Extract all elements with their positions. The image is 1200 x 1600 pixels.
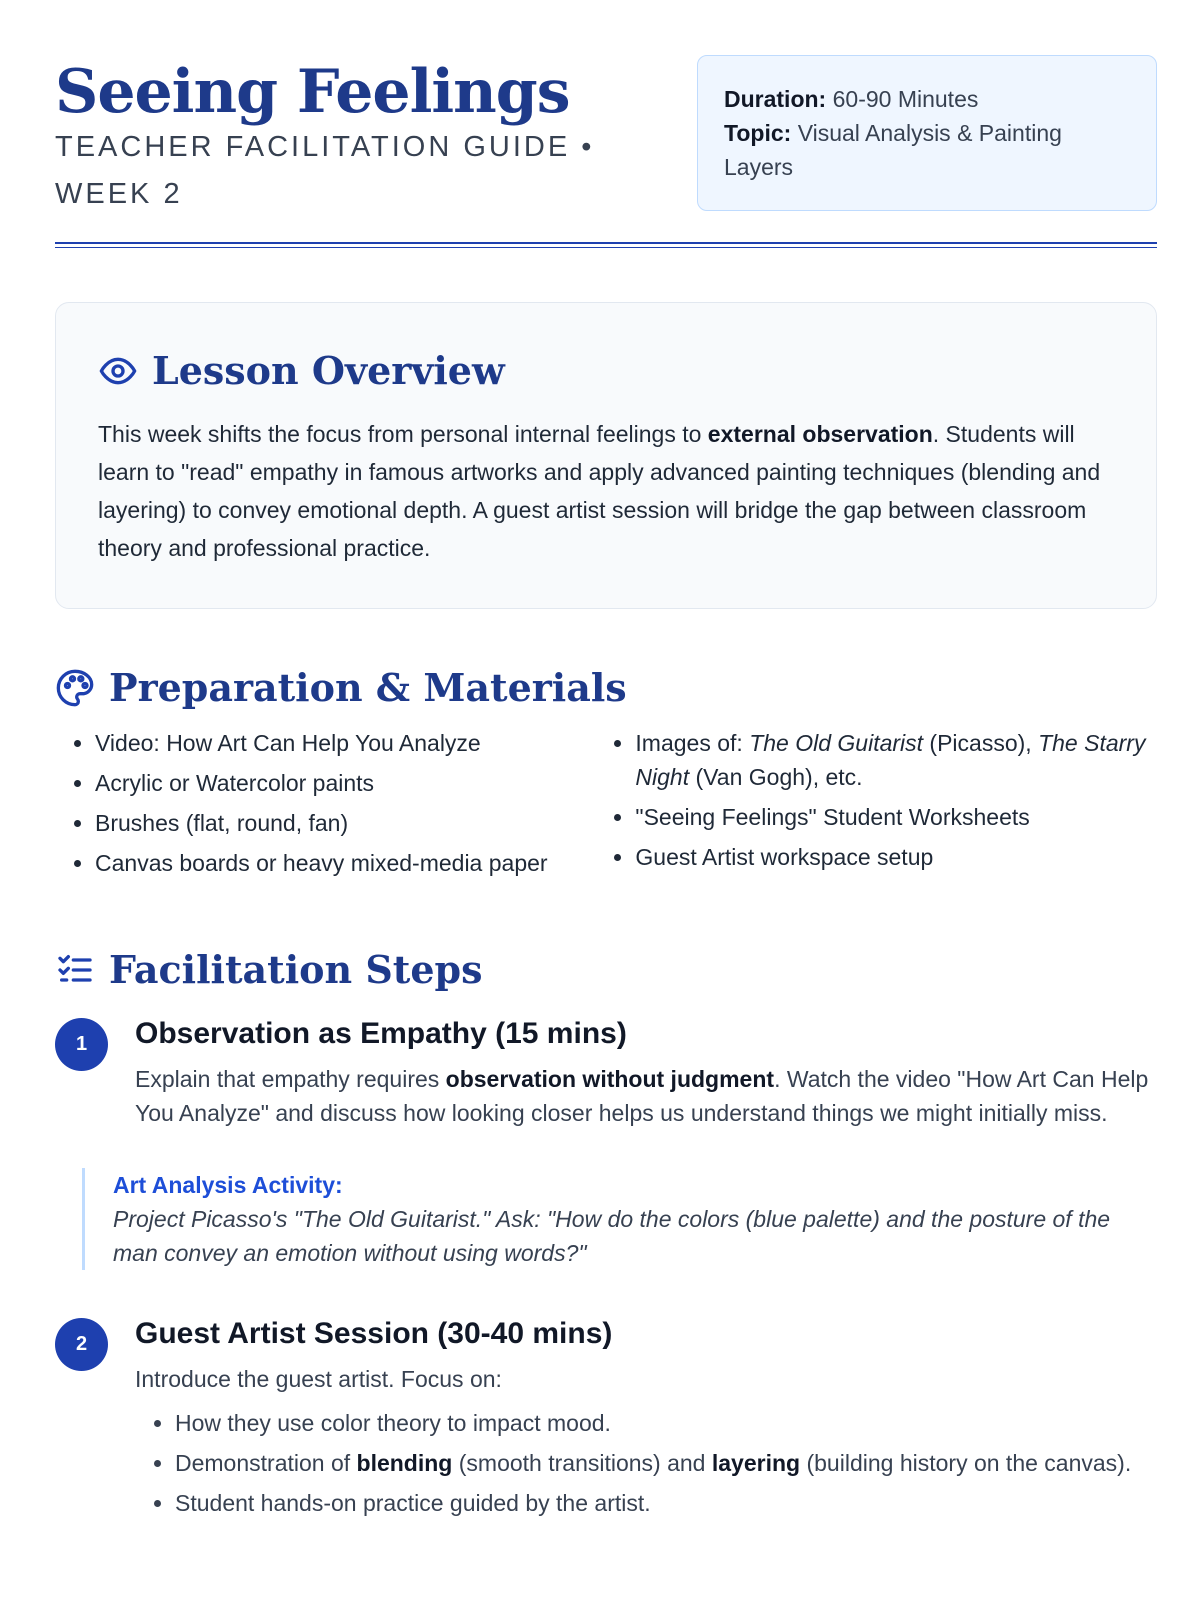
topic-value: Visual Analysis & Painting Layers xyxy=(724,120,1062,180)
lesson-overview-header xyxy=(98,347,1114,395)
lesson-overview-title: Lesson Overview xyxy=(152,348,505,393)
overview-text-start: This week shifts the focus from personal internal feelings to xyxy=(98,421,708,447)
list-item: • Brushes (flat, round, fan) xyxy=(95,806,595,840)
step-text-start: Explain that empathy requires xyxy=(135,1066,446,1092)
callout-text: Project Picasso's "The Old Guitarist." Ask: "How do the colors (blue palette) and the posture of the man convey an emotion without using words?" xyxy=(113,1206,1111,1266)
duration-label: Duration: xyxy=(724,86,827,112)
images-prefix: Images of: xyxy=(635,730,750,756)
bullet-emphasis: blending xyxy=(356,1450,453,1476)
step-1 xyxy=(55,1014,1157,1130)
palette-icon xyxy=(55,668,95,708)
checklist-icon xyxy=(55,950,95,990)
step-title: Guest Artist Session (30-40 mins) xyxy=(135,1317,613,1350)
step-description xyxy=(135,1062,1157,1130)
list-item: • How they use color theory to impact mood. xyxy=(175,1406,1157,1440)
artist-name: (Picasso), xyxy=(923,730,1039,756)
page-subtitle: TEACHER FACILITATION GUIDE • WEEK 2 xyxy=(55,131,595,210)
materials-section xyxy=(55,664,1157,886)
step-description: Introduce the guest artist. Focus on: xyxy=(135,1366,502,1392)
materials-columns xyxy=(55,726,1157,886)
header-divider-thin xyxy=(55,247,1157,248)
step-text-end: . Watch the video "How Art Can Help You Analyze" and discuss how looking closer helps us understand things we might initially miss. xyxy=(135,1066,1149,1126)
topic-label: Topic: xyxy=(724,120,792,146)
materials-header xyxy=(55,664,1157,712)
overview-text-end: . Students will learn to "read" empathy in famous artworks and apply advanced painting techniques (blending and layering) to convey emotional depth. A guest artist session will bridge the gap between classroom theory and professional practice. xyxy=(98,421,1101,561)
duration-value: 60-90 Minutes xyxy=(832,86,979,112)
step-number-badge: 1 xyxy=(55,1018,108,1071)
list-item: • "Seeing Feelings" Student Worksheets xyxy=(635,800,1157,834)
facilitation-steps-title: Facilitation Steps xyxy=(109,947,483,992)
eye-icon xyxy=(98,351,138,391)
materials-list-left xyxy=(55,726,595,886)
overview-text-emphasis: external observation xyxy=(707,421,933,447)
lesson-overview-card xyxy=(55,302,1157,609)
list-item xyxy=(635,726,1157,794)
header-divider xyxy=(55,242,1157,244)
artist-name: (Van Gogh), etc. xyxy=(689,764,863,790)
callout-label: Art Analysis Activity: xyxy=(113,1172,343,1198)
bullet-text: (building history on the canvas). xyxy=(800,1450,1132,1476)
list-item: • Video: How Art Can Help You Analyze xyxy=(95,726,595,760)
page-title: Seeing Feelings xyxy=(55,57,570,127)
step-2 xyxy=(55,1314,1157,1520)
facilitation-steps-header xyxy=(55,946,1157,994)
artwork-title: The Old Guitarist xyxy=(749,730,924,756)
materials-list-right xyxy=(595,726,1157,886)
facilitation-steps-section xyxy=(55,946,1157,1526)
list-item: • Student hands-on practice guided by the artist. xyxy=(175,1486,1157,1520)
step-2-focus-list xyxy=(135,1406,1157,1520)
artwork-title: The Starry Night xyxy=(635,730,1146,790)
lesson-meta-box xyxy=(697,55,1157,211)
bullet-emphasis: layering xyxy=(711,1450,801,1476)
bullet-text: Demonstration of xyxy=(175,1450,357,1476)
topic-row xyxy=(724,116,1130,184)
list-item: • Canvas boards or heavy mixed-media paper xyxy=(95,846,595,880)
lesson-overview-text xyxy=(98,415,1114,567)
bullet-text: (smooth transitions) and xyxy=(452,1450,712,1476)
art-analysis-callout xyxy=(82,1168,1157,1270)
list-item xyxy=(175,1446,1157,1480)
page-header xyxy=(55,50,1157,248)
step-title: Observation as Empathy (15 mins) xyxy=(135,1017,627,1050)
materials-title: Preparation & Materials xyxy=(109,665,627,710)
list-item: • Acrylic or Watercolor paints xyxy=(95,766,595,800)
step-text-emphasis: observation without judgment xyxy=(445,1066,775,1092)
step-number-badge: 2 xyxy=(55,1318,108,1371)
duration-row xyxy=(724,82,1130,116)
list-item: • Guest Artist workspace setup xyxy=(635,840,1157,874)
